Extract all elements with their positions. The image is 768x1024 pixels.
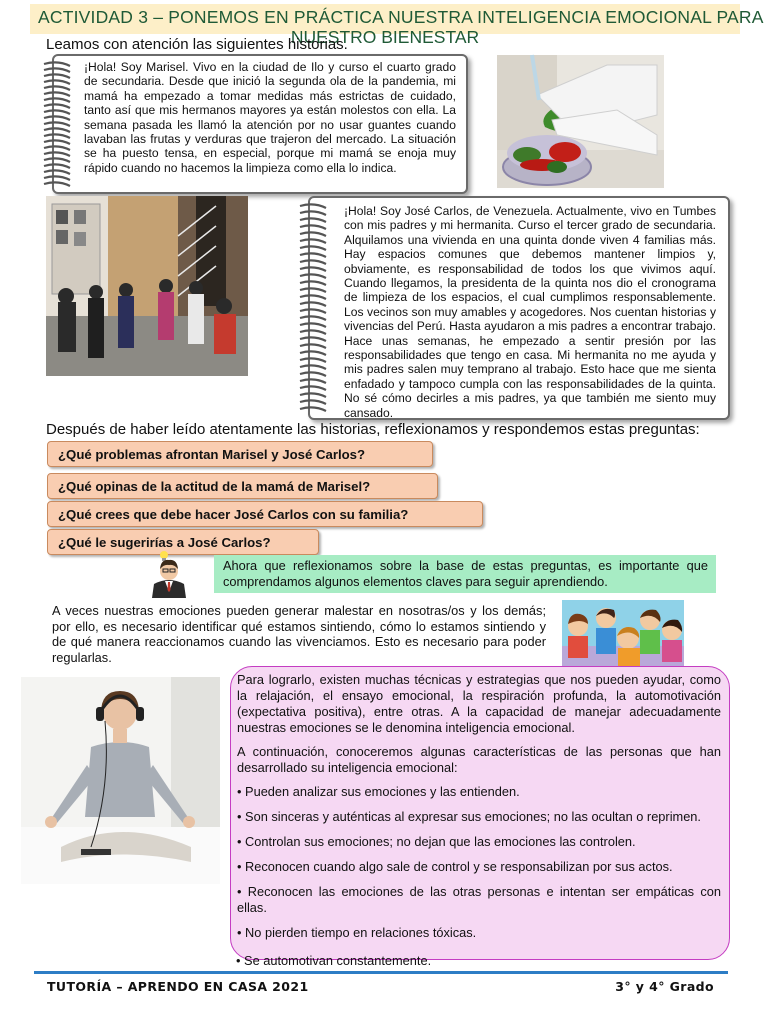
footer-course-label: TUTORÍA – APRENDO EN CASA 2021	[47, 979, 309, 994]
footer-divider	[34, 971, 728, 974]
spiral-binding-icon	[296, 202, 330, 414]
question-4: ¿Qué le sugerirías a José Carlos?	[47, 529, 319, 555]
meditation-photo	[21, 677, 220, 884]
question-2: ¿Qué opinas de la actitud de la mamá de Marisel?	[47, 473, 438, 499]
ei-characteristic-item-overflow: • Se automotivan constantemente.	[236, 953, 432, 968]
spiral-binding-icon	[40, 60, 74, 188]
ei-paragraph-2: A continuación, conoceremos algunas características de las personas que han desarrollado su inteligencia emocional:	[237, 744, 721, 775]
marisel-notebook	[52, 54, 468, 194]
ei-characteristic-item: • Son sinceras y auténticas al expresar sus emociones; no las ocultan o reprimen.	[237, 809, 701, 824]
ei-characteristic-item: • Pueden analizar sus emociones y las entienden.	[237, 784, 520, 799]
emotional-intelligence-box	[230, 666, 730, 960]
activity-title-line1: ACTIVIDAD 3 – PONEMOS EN PRÁCTICA NUESTRA INTELIGENCIA EMOCIONAL PARA	[38, 7, 764, 27]
footer-grade-label: 3° y 4° Grado	[615, 979, 714, 994]
ei-characteristic-item: • Reconocen cuando algo sale de control y se responsabilizan por sus actos.	[237, 859, 673, 874]
emotions-paragraph: A veces nuestras emociones pueden generar malestar en nosotras/os y los demás; por ello, es necesario identificar qué estamos sintiendo, cómo lo estamos sintiendo y de qué manera reaccionamos cuando las vivenciamos. Esto es necesario para poder regularlas.	[52, 603, 546, 665]
jose-carlos-story: ¡Hola! Soy José Carlos, de Venezuela. Actualmente, vivo en Tumbes con mis padres y mi hermanita. Curso el tercer grado de secundaria. Alquilamos una vivienda en una quinta donde viven 4 familias más. Hay espacios comunes que debemos mantener limpios y, obviamente, es responsabilidad de todos los que vivimos aquí. Cuando llegamos, la presidenta de la quinta nos dio el cronograma de limpieza de los espacios, el cual cumplimos responsablemente. Los vecinos son muy amables y acogedores. Nos cuentan historias y vivencias del Perú. Hasta ayudaron a mis padres a encontrar trabajo. Hace unas semanas, he empezado a sentir presión por las responsabilidades que tengo en casa. Mi hermanita no me ayuda y mis padres salen muy temprano al trabajo. Esto hace que me sienta enfadado y tampoco cumpla con las responsabilidades de la quinta. No sé cómo decirles a mis padres, ya que también me siento muy cansado.	[344, 204, 716, 420]
ei-characteristic-item: • No pierden tiempo en relaciones tóxicas.	[237, 925, 477, 940]
marisel-story: ¡Hola! Soy Marisel. Vivo en la ciudad de Ilo y curso el cuarto grado de secundaria. Desde que inició la segunda ola de la pandemia, mi mamá ha empezado a tomar medidas más estrictas de cuidado, tanto así que mis hermanos mayores ya están molestos con ella. La semana pasada les llamó la atención por no usar guantes cuando lavaban las frutas y verduras que trajeron del mercado. La situación se ha puesto tensa, en especial, porque mi mamá se enoja muy rápido cuando no hacemos la limpieza como ella lo indica.	[84, 60, 456, 175]
ei-paragraph-1: Para lograrlo, existen muchas técnicas y estrategias que nos pueden ayudar, como la relajación, el ensayo emocional, la respiración profunda, la automotivación (expectativa positiva), entre otras. A la capacidad de manejar adecuadamente nuestras emociones se le denomina inteligencia emocional.	[237, 672, 721, 735]
question-3: ¿Qué crees que debe hacer José Carlos con su familia?	[47, 501, 483, 527]
tutor-message-box: Ahora que reflexionamos sobre la base de estas preguntas, es importante que comprendamos algunos elementos claves para seguir aprendiendo.	[214, 555, 716, 593]
tutor-avatar	[146, 548, 192, 600]
jose-carlos-notebook	[308, 196, 730, 420]
quinta-neighbors-photo	[46, 196, 248, 376]
lightbulb-icon	[160, 551, 168, 559]
ei-characteristic-item: • Reconocen las emociones de las otras personas e intentan ser empáticas con ellas.	[237, 884, 721, 915]
question-1: ¿Qué problemas afrontan Marisel y José Carlos?	[47, 441, 433, 467]
kids-cartoon-illustration	[562, 600, 684, 668]
ei-characteristic-item: • Controlan sus emociones; no dejan que las emociones las controlen.	[237, 834, 636, 849]
activity-title-line2: NUESTRO BIENESTAR	[290, 27, 480, 47]
washing-vegetables-photo	[497, 55, 664, 188]
reflection-instruction: Después de haber leído atentamente las historias, reflexionamos y respondemos estas preguntas:	[46, 421, 700, 438]
intro-text: Leamos con atención las siguientes historias.	[46, 36, 348, 53]
